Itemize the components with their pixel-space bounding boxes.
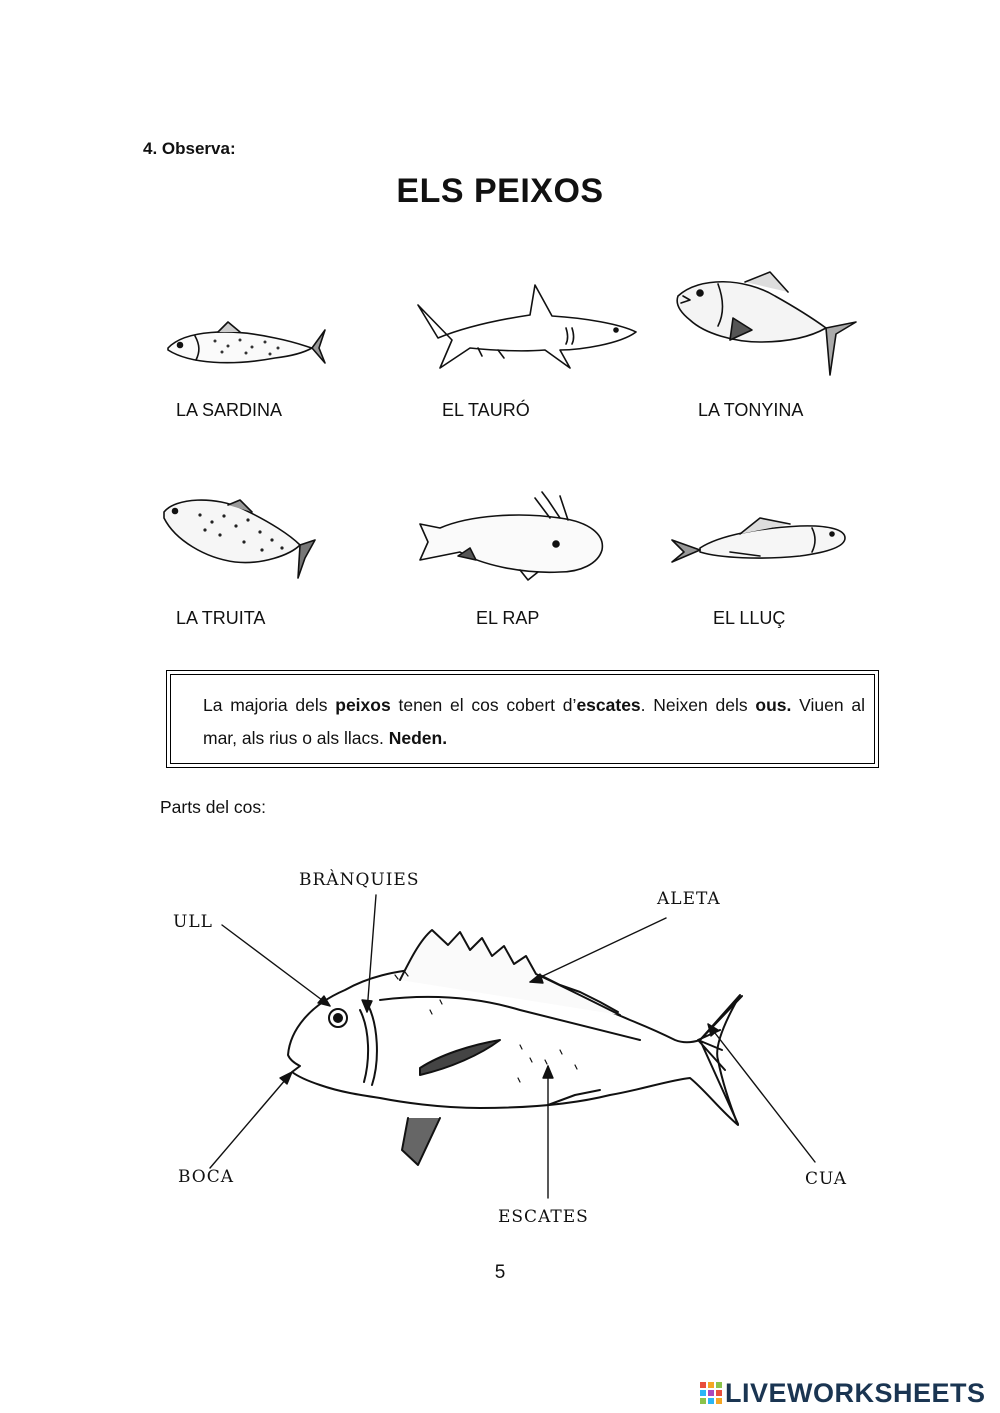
exercise-heading: 4. Observa: bbox=[143, 139, 236, 158]
fish-label-trout: LA TRUITA bbox=[176, 608, 266, 628]
fish-label-hake: EL LLUÇ bbox=[713, 608, 786, 628]
label-boca: BOCA bbox=[178, 1167, 235, 1187]
brand-name: LIVEWORKSHEETS bbox=[725, 1377, 986, 1408]
fish-label-tuna: LA TONYINA bbox=[698, 400, 804, 420]
label-aleta: ALETA bbox=[657, 889, 721, 909]
liveworksheets-logo[interactable] bbox=[700, 1376, 986, 1410]
tuna-illustration bbox=[677, 272, 856, 375]
fish-label-monkfish: EL RAP bbox=[476, 608, 540, 628]
info-box bbox=[166, 670, 879, 768]
parts-heading: Parts del cos: bbox=[160, 797, 267, 817]
trout-illustration bbox=[164, 500, 315, 578]
label-ull: ULL bbox=[173, 912, 213, 932]
sardine-illustration bbox=[168, 322, 325, 363]
monkfish-illustration bbox=[420, 492, 602, 580]
label-cua: CUA bbox=[805, 1169, 848, 1189]
info-text: La majoria dels peixos tenen el cos cobert d’escates. Neixen dels ous. Viuen al mar, als rius o als llacs. Neden. bbox=[203, 695, 865, 748]
fish-label-sardine: LA SARDINA bbox=[176, 400, 283, 420]
hake-illustration bbox=[672, 518, 845, 562]
shark-illustration bbox=[418, 285, 636, 368]
fish-label-shark: EL TAURÓ bbox=[442, 400, 530, 420]
page-number: 5 bbox=[494, 1262, 506, 1283]
page-title: ELS PEIXOS bbox=[396, 172, 604, 210]
label-branquies: BRÀNQUIES bbox=[299, 870, 420, 890]
bream-diagram bbox=[288, 930, 742, 1165]
label-escates: ESCATES bbox=[498, 1207, 589, 1227]
logo-grid-icon bbox=[700, 1382, 722, 1404]
